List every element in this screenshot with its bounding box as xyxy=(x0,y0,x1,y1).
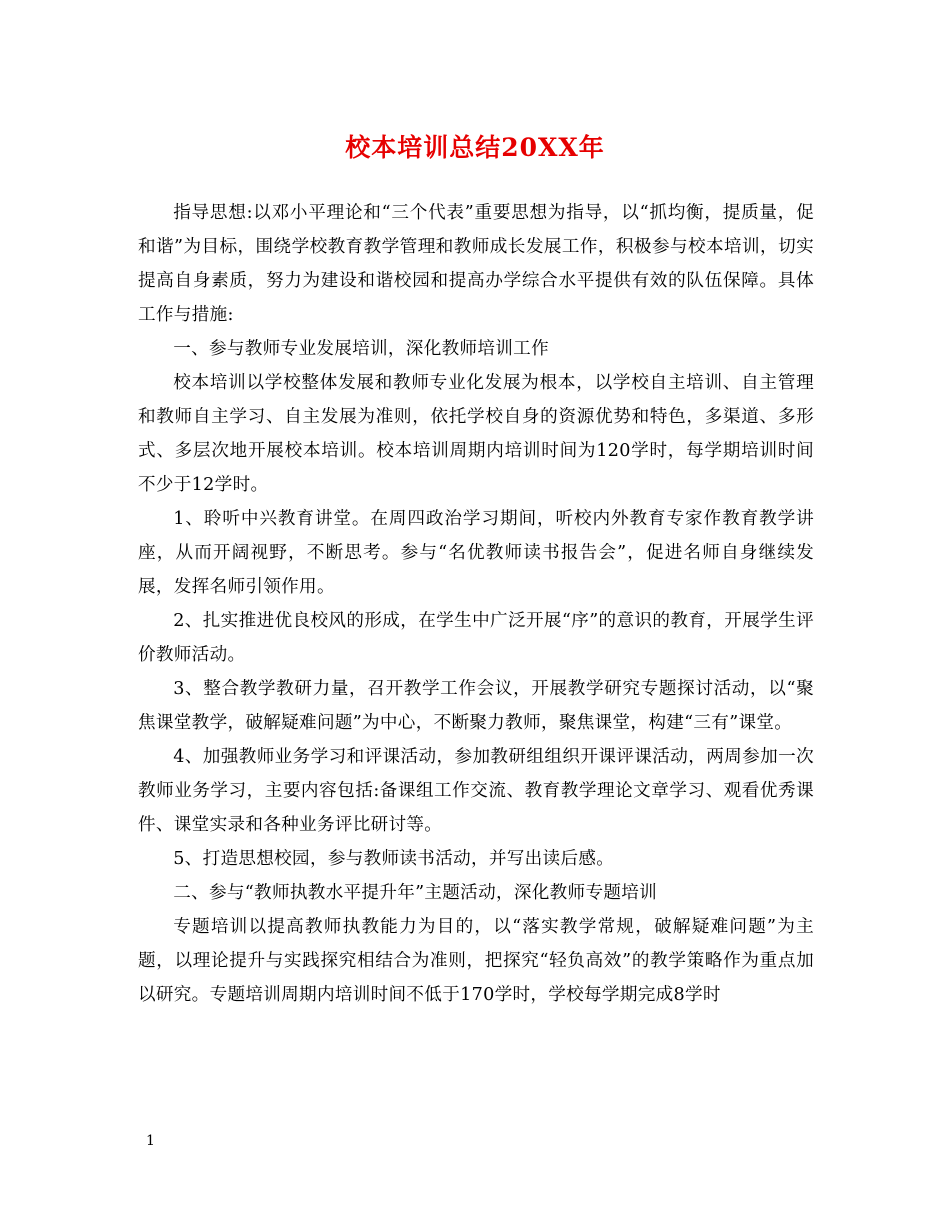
paragraph-special-training: 专题培训以提高教师执教能力为目的，以“落实教学常规，破解疑难问题”为主题，以理论提升与实践探究相结合为准则，把探究“轻负高效”的教学策略作为重点加以研究。专题培训周期内培训时间不低于170学时，学校每学期完成8学时 xyxy=(138,917,814,1005)
paragraph-guiding-thought: 指导思想:以邓小平理论和“三个代表”重要思想为指导，以“抓均衡，提质量，促和谐”为目标，围绕学校教育教学管理和教师成长发展工作，积极参与校本培训，切实提高自身素质，努力为建设和谐校园和提高办学综合水平提供有效的队伍保障。具体工作与措施: xyxy=(138,203,814,325)
paragraph-school-training: 校本培训以学校整体发展和教师专业化发展为根本，以学校自主培训、自主管理和教师自主学习、自主发展为准则，依托学校自身的资源优势和特色，多渠道、多形式、多层次地开展校本培训。校本培训周期内培训时间为120学时，每学期培训时间不少于12学时。 xyxy=(138,373,814,495)
section-heading-1: 一、参与教师专业发展培训，深化教师培训工作 xyxy=(173,339,549,359)
list-item-4: 4、加强教师业务学习和评课活动，参加教研组组织开课评课活动，两周参加一次教师业务学习，主要内容包括:备课组工作交流、教育教学理论文章学习、观看优秀课件、课堂实录和各种业务评比研讨等。 xyxy=(138,747,814,835)
list-item-1: 1、聆听中兴教育讲堂。在周四政治学习期间，听校内外教育专家作教育教学讲座，从而开阔视野，不断思考。参与“名优教师读书报告会”，促进名师自身继续发展，发挥名师引领作用。 xyxy=(138,509,814,597)
list-item-3: 3、整合教学教研力量，召开教学工作会议，开展教学研究专题探讨活动，以“聚焦课堂教学，破解疑难问题”为中心，不断聚力教师，聚焦课堂，构建“三有”课堂。 xyxy=(138,679,814,733)
document-title: 校本培训总结20XX年 xyxy=(345,133,605,162)
section-heading-2: 二、参与“教师执教水平提升年”主题活动，深化教师专题培训 xyxy=(173,883,658,903)
document-body xyxy=(138,196,814,1012)
list-item-5: 5、打造思想校园，参与教师读书活动，并写出读后感。 xyxy=(173,849,615,869)
page-number: 1 xyxy=(146,1133,155,1149)
list-item-2: 2、扎实推进优良校风的形成，在学生中广泛开展“序”的意识的教育，开展学生评价教师活动。 xyxy=(138,611,814,665)
